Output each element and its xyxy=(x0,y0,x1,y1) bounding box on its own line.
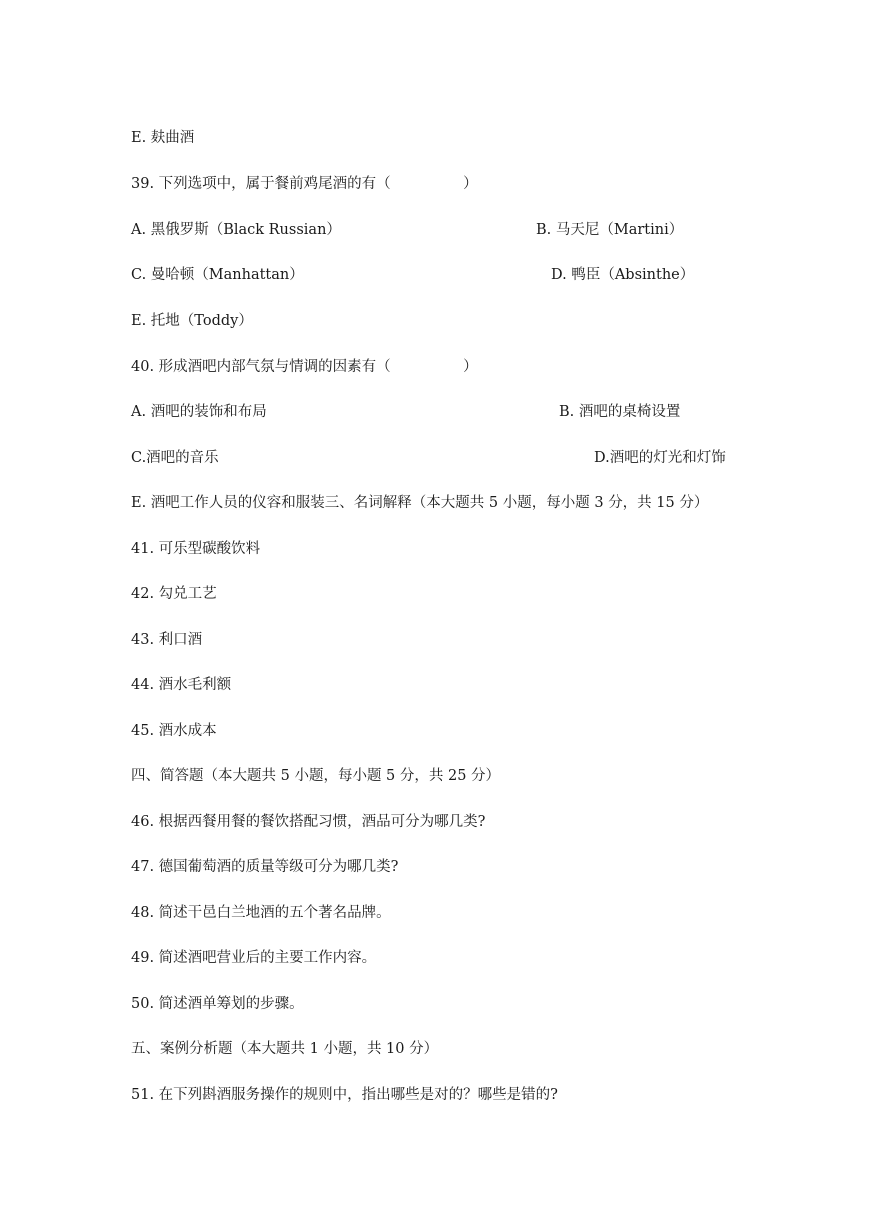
question-39: 39. 下列选项中，属于餐前鸡尾酒的有（ ） xyxy=(131,176,478,192)
section-5-heading: 五、案例分析题（本大题共 1 小题，共 10 分） xyxy=(131,1041,439,1057)
question-45: 45. 酒水成本 xyxy=(131,723,217,739)
option-c-39: C. 曼哈顿（Manhattan） xyxy=(131,267,304,283)
option-a-40: A. 酒吧的装饰和布局 xyxy=(131,404,267,420)
question-43: 43. 利口酒 xyxy=(131,632,203,648)
option-e-38: E. 麸曲酒 xyxy=(131,130,195,146)
section-4-heading: 四、简答题（本大题共 5 小题，每小题 5 分，共 25 分） xyxy=(131,768,501,784)
option-b-40: B. 酒吧的桌椅设置 xyxy=(559,404,681,420)
question-41: 41. 可乐型碳酸饮料 xyxy=(131,541,261,557)
question-46: 46. 根据西餐用餐的餐饮搭配习惯，酒品可分为哪几类? xyxy=(131,814,486,830)
option-e-39: E. 托地（Toddy） xyxy=(131,313,253,329)
option-e-40-and-section-3-heading: E. 酒吧工作人员的仪容和服装三、名词解释（本大题共 5 小题，每小题 3 分，共 15 分） xyxy=(131,495,709,511)
question-48: 48. 简述干邑白兰地酒的五个著名品牌。 xyxy=(131,905,391,921)
question-44: 44. 酒水毛利额 xyxy=(131,677,232,693)
question-51: 51. 在下列斟酒服务操作的规则中，指出哪些是对的？哪些是错的? xyxy=(131,1087,558,1103)
option-d-40: D.酒吧的灯光和灯饰 xyxy=(594,450,726,466)
question-50: 50. 简述酒单筹划的步骤。 xyxy=(131,996,304,1012)
question-42: 42. 勾兑工艺 xyxy=(131,586,217,602)
question-40: 40. 形成酒吧内部气氛与情调的因素有（ ） xyxy=(131,359,478,375)
option-d-39: D. 鸭臣（Absinthe） xyxy=(551,267,695,283)
option-a-39: A. 黑俄罗斯（Black Russian） xyxy=(131,222,341,238)
option-c-40: C.酒吧的音乐 xyxy=(131,450,219,466)
question-47: 47. 德国葡萄酒的质量等级可分为哪几类? xyxy=(131,859,399,875)
option-b-39: B. 马天尼（Martini） xyxy=(536,222,684,238)
question-49: 49. 简述酒吧营业后的主要工作内容。 xyxy=(131,950,377,966)
